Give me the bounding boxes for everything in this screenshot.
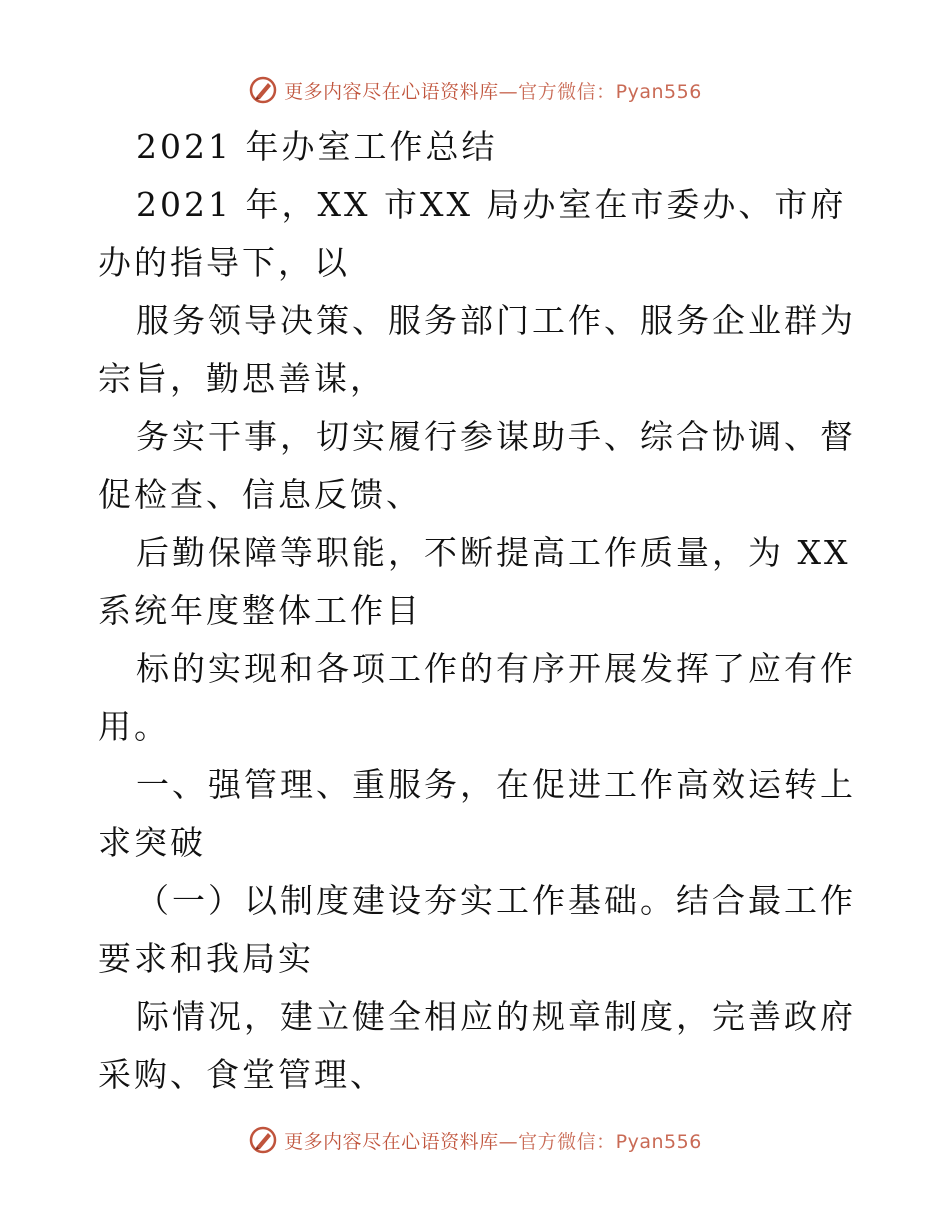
- watermark-separator: —: [498, 80, 519, 103]
- paragraph: 际情况，建立健全相应的规章制度，完善政府采购、食堂管理、: [98, 997, 856, 1094]
- watermark-contact-text: 官方微信：Pyan556: [518, 80, 702, 103]
- section-heading: 一、强管理、重服务，在促进工作高效运转上求突破: [98, 765, 856, 862]
- paragraph: 后勤保障等职能，不断提高工作质量，为 XX 系统年度整体工作目: [98, 533, 851, 630]
- paragraph: 服务领导决策、服务部门工作、服务企业群为宗旨，勤思善谋，: [98, 301, 856, 398]
- paragraph: 2021 年，XX 市XX 局办室在市委办、市府办的指导下，以: [98, 185, 847, 282]
- watermark-main-text: 更多内容尽在心语资料库: [284, 80, 499, 103]
- watermark-main-text: 更多内容尽在心语资料库: [284, 1130, 499, 1153]
- watermark-contact-text: 官方微信：Pyan556: [518, 1130, 702, 1153]
- watermark-footer: [0, 1122, 950, 1158]
- document-body: [98, 118, 858, 1104]
- subsection-paragraph: （一）以制度建设夯实工作基础。结合最工作要求和我局实: [98, 881, 856, 978]
- watermark-separator: —: [498, 1130, 519, 1153]
- watermark-header: [0, 72, 950, 108]
- paragraph: 务实干事，切实履行参谋助手、综合协调、督促检查、信息反馈、: [98, 417, 856, 514]
- paragraph: 标的实现和各项工作的有序开展发挥了应有作用。: [98, 649, 856, 746]
- pen-circle-logo-icon: [248, 75, 278, 105]
- pen-circle-logo-icon: [248, 1125, 278, 1155]
- document-title: 2021 年办室工作总结: [136, 127, 498, 166]
